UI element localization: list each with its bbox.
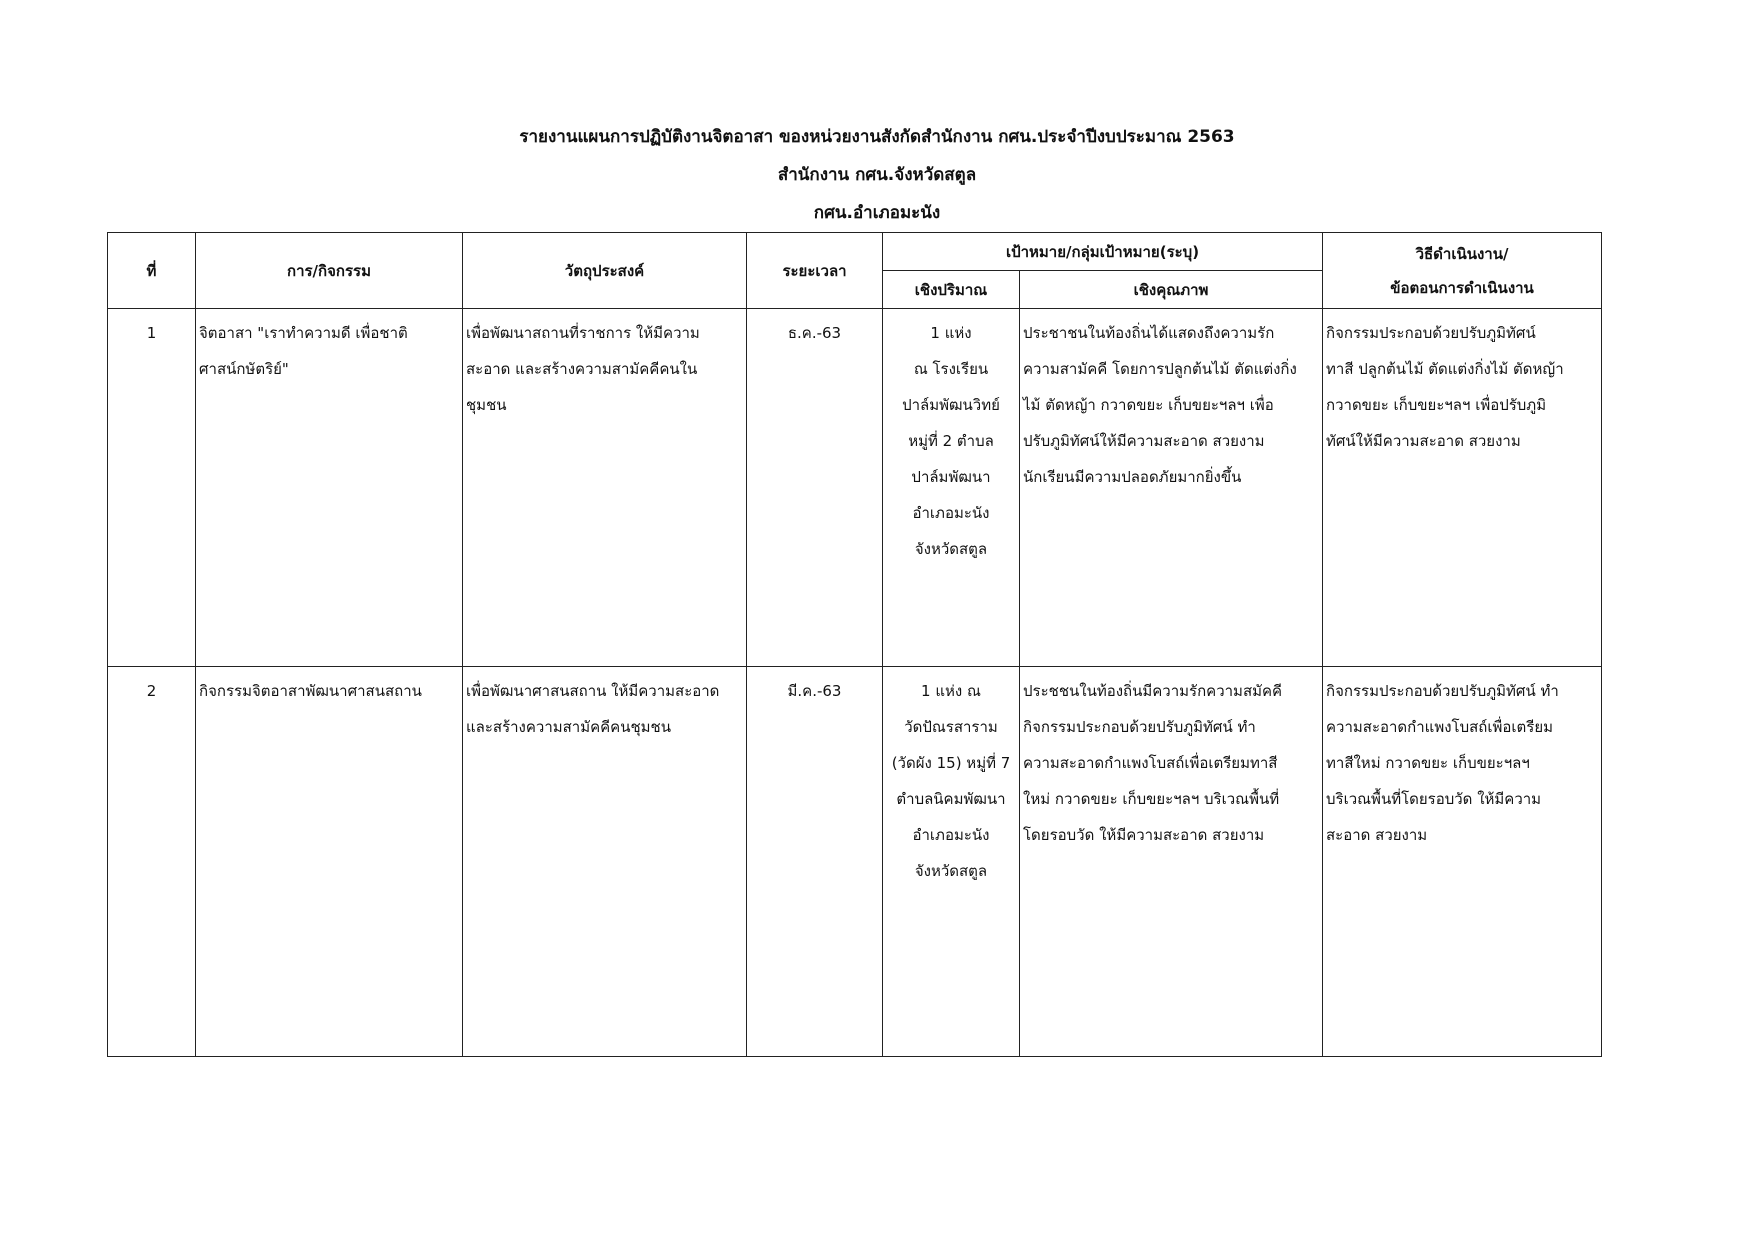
text-line: จังหวัดสตูล: [914, 540, 988, 558]
text-line: ประชาชนในท้องถิ่นได้แสดงถึงความรัก: [1023, 324, 1275, 342]
text-line: ณ โรงเรียน: [913, 360, 989, 378]
objective-cell: [463, 667, 747, 1057]
text-line: ทาสีใหม่ กวาดขยะ เก็บขยะฯลฯ: [1326, 754, 1530, 772]
text-line: กิจกรรมประกอบด้วยปรับภูมิทัศน์: [1326, 324, 1536, 342]
header-period: ระยะเวลา: [747, 233, 883, 309]
text-line: สะอาด สวยงาม: [1326, 826, 1428, 844]
text-line: ทัศน์ให้มีความสะอาด สวยงาม: [1326, 432, 1521, 450]
header-target-group: เป้าหมาย/กลุ่มเป้าหมาย(ระบุ): [883, 233, 1323, 271]
header-method: [1323, 233, 1602, 309]
text-line: วัดปัณรสาราม: [904, 718, 998, 736]
text-line: 1 แห่ง ณ: [921, 682, 981, 700]
period-cell: มี.ค.-63: [747, 667, 883, 1057]
row-number: 1: [108, 309, 196, 667]
text-line: ปรับภูมิทัศน์ให้มีความสะอาด สวยงาม: [1023, 432, 1265, 450]
text-line: เพื่อพัฒนาสถานที่ราชการ ให้มีความ: [466, 324, 700, 342]
text-line: ไม้ ตัดหญ้า กวาดขยะ เก็บขยะฯลฯ เพื่อ: [1023, 396, 1274, 414]
table-row: [108, 309, 1602, 667]
text-line: ความสามัคคี โดยการปลูกต้นไม้ ตัดแต่งกิ่ง: [1023, 360, 1297, 378]
text-line: และสร้างความสามัคคีคนชุมชน: [466, 718, 671, 736]
header-method-line1: วิธีดำเนินงาน/: [1415, 244, 1509, 263]
text-line: ตำบลนิคมพัฒนา: [896, 790, 1006, 808]
header-quality: เชิงคุณภาพ: [1020, 271, 1323, 309]
quantity-cell: [883, 667, 1020, 1057]
text-line: หมู่ที่ 2 ตำบล: [908, 432, 994, 450]
period-cell: ธ.ค.-63: [747, 309, 883, 667]
text-line: กิจกรรมประกอบด้วยปรับภูมิทัศน์ ทำ: [1326, 682, 1559, 700]
report-header: [0, 118, 1754, 232]
header-quantity: เชิงปริมาณ: [883, 271, 1020, 309]
district-title: กศน.อำเภอมะนัง: [813, 203, 941, 223]
table-body: [108, 309, 1602, 1057]
text-line: ศาสน์กษัตริย์": [199, 360, 289, 378]
text-line: ความสะอาดกำแพงโบสถ์เพื่อเตรียม: [1326, 718, 1553, 736]
office-title: สำนักงาน กศน.จังหวัดสตูล: [777, 165, 977, 185]
text-line: ประชชนในท้องถิ่นมีความรักความสมัคคี: [1023, 682, 1283, 700]
method-cell: [1323, 309, 1602, 667]
method-cell: [1323, 667, 1602, 1057]
header-method-line2: ข้อตอนการดำเนินงาน: [1390, 278, 1534, 297]
text-line: จิตอาสา "เราทำความดี เพื่อชาติ: [199, 324, 408, 342]
text-line: ทาสี ปลูกต้นไม้ ตัดแต่งกิ่งไม้ ตัดหญ้า: [1326, 360, 1564, 378]
text-line: กวาดขยะ เก็บขยะฯลฯ เพื่อปรับภูมิ: [1326, 396, 1547, 414]
header-activity: การ/กิจกรรม: [196, 233, 463, 309]
text-line: สะอาด และสร้างความสามัคคีคนใน: [466, 360, 698, 378]
row-number: 2: [108, 667, 196, 1057]
text-line: โดยรอบวัด ให้มีความสะอาด สวยงาม: [1023, 826, 1265, 844]
text-line: ชุมชน: [466, 396, 507, 414]
text-line: ปาล์มพัฒนวิทย์: [902, 396, 1000, 414]
text-line: กิจกรรมประกอบด้วยปรับภูมิทัศน์ ทำ: [1023, 718, 1256, 736]
table-row: [108, 667, 1602, 1057]
text-line: อำเภอมะนัง: [912, 504, 990, 522]
text-line: ปาล์มพัฒนา: [911, 468, 991, 486]
text-line: นักเรียนมีความปลอดภัยมากยิ่งขึ้น: [1023, 468, 1242, 486]
text-line: (วัดผัง 15) หมู่ที่ 7: [891, 754, 1011, 772]
objective-cell: [463, 309, 747, 667]
text-line: บริเวณพื้นที่โดยรอบวัด ให้มีความ: [1326, 790, 1542, 808]
header-no: ที่: [108, 233, 196, 309]
text-line: จังหวัดสตูล: [914, 862, 988, 880]
activity-plan-table: [107, 232, 1602, 1057]
activity-cell: [196, 309, 463, 667]
text-line: ความสะอาดกำแพงโบสถ์เพื่อเตรียมทาสี: [1023, 754, 1278, 772]
table-header: [108, 233, 1602, 309]
text-line: เพื่อพัฒนาศาสนสถาน ให้มีความสะอาด: [466, 682, 720, 700]
text-line: 1 แห่ง: [930, 324, 972, 342]
report-title: รายงานแผนการปฏิบัติงานจิตอาสา ของหน่วยงานสังกัดสำนักงาน กศน.ประจำปีงบประมาณ 2563: [519, 127, 1235, 147]
quality-cell: [1020, 309, 1323, 667]
quality-cell: [1020, 667, 1323, 1057]
text-line: ใหม่ กวาดขยะ เก็บขยะฯลฯ บริเวณพื้นที่: [1023, 790, 1280, 808]
text-line: กิจกรรมจิตอาสาพัฒนาศาสนสถาน: [199, 682, 422, 700]
header-objective: วัตถุประสงค์: [463, 233, 747, 309]
quantity-cell: [883, 309, 1020, 667]
activity-cell: [196, 667, 463, 1057]
text-line: อำเภอมะนัง: [912, 826, 990, 844]
